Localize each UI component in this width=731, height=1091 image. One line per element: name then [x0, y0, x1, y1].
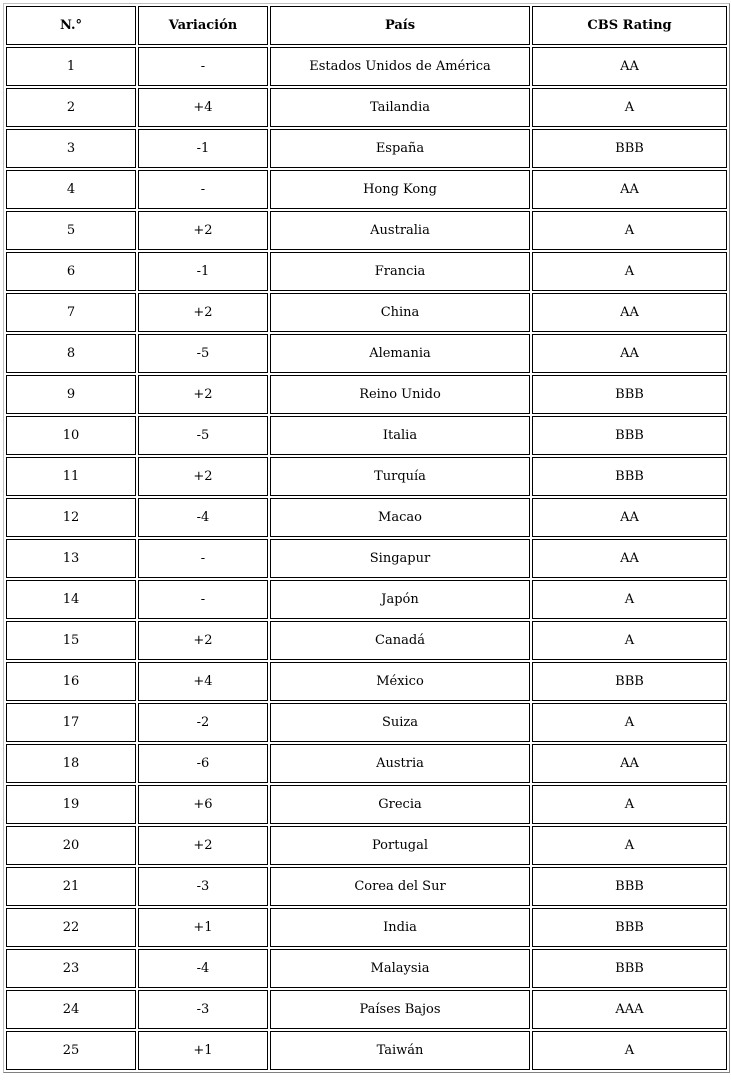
cell-country: Suiza	[270, 703, 530, 742]
cell-rank: 9	[6, 375, 136, 414]
cell-rating: AA	[532, 498, 727, 537]
cell-country: Portugal	[270, 826, 530, 865]
table-row	[6, 129, 727, 168]
cell-rating: AA	[532, 744, 727, 783]
cell-rating: A	[532, 252, 727, 291]
cell-country: Canadá	[270, 621, 530, 660]
cell-rank: 14	[6, 580, 136, 619]
cell-rating: BBB	[532, 375, 727, 414]
cell-rank: 20	[6, 826, 136, 865]
cell-variation: -	[138, 539, 268, 578]
table-row	[6, 334, 727, 373]
cell-country: México	[270, 662, 530, 701]
table-row	[6, 908, 727, 947]
cell-rating: A	[532, 826, 727, 865]
cell-rank: 4	[6, 170, 136, 209]
cell-variation: +2	[138, 375, 268, 414]
cell-rating: BBB	[532, 416, 727, 455]
cell-variation: -	[138, 170, 268, 209]
table-row	[6, 580, 727, 619]
table-row	[6, 662, 727, 701]
cell-variation: -3	[138, 867, 268, 906]
cell-country: Austria	[270, 744, 530, 783]
cell-rating: BBB	[532, 662, 727, 701]
cell-rank: 16	[6, 662, 136, 701]
cell-rank: 10	[6, 416, 136, 455]
cell-country: Francia	[270, 252, 530, 291]
cell-rating: A	[532, 1031, 727, 1070]
cell-rank: 1	[6, 47, 136, 86]
cell-variation: +1	[138, 908, 268, 947]
cell-variation: +2	[138, 211, 268, 250]
cell-rank: 19	[6, 785, 136, 824]
table-row	[6, 1031, 727, 1070]
cell-variation: +2	[138, 621, 268, 660]
cell-variation: +2	[138, 826, 268, 865]
table-row	[6, 949, 727, 988]
cell-rank: 2	[6, 88, 136, 127]
table-row	[6, 47, 727, 86]
table-row	[6, 211, 727, 250]
cell-rating: BBB	[532, 867, 727, 906]
cell-country: Tailandia	[270, 88, 530, 127]
cell-variation: -4	[138, 949, 268, 988]
cell-rank: 23	[6, 949, 136, 988]
cell-variation: -5	[138, 334, 268, 373]
table-row	[6, 867, 727, 906]
cell-country: España	[270, 129, 530, 168]
header-rank: N.°	[6, 6, 136, 45]
cell-rating: A	[532, 88, 727, 127]
cell-variation: -1	[138, 129, 268, 168]
cell-rating: AAA	[532, 990, 727, 1029]
cell-variation: +2	[138, 457, 268, 496]
cell-rank: 24	[6, 990, 136, 1029]
cell-rating: A	[532, 703, 727, 742]
cell-rank: 11	[6, 457, 136, 496]
table-body	[6, 47, 727, 1070]
table-row	[6, 621, 727, 660]
cell-country: Australia	[270, 211, 530, 250]
cell-rank: 3	[6, 129, 136, 168]
cell-rating: A	[532, 785, 727, 824]
cell-country: Estados Unidos de América	[270, 47, 530, 86]
cell-country: India	[270, 908, 530, 947]
cell-variation: +2	[138, 293, 268, 332]
cell-rating: A	[532, 211, 727, 250]
cell-variation: -3	[138, 990, 268, 1029]
cell-variation: -2	[138, 703, 268, 742]
cell-variation: -5	[138, 416, 268, 455]
cell-rating: AA	[532, 47, 727, 86]
cell-rating: BBB	[532, 949, 727, 988]
cell-country: Japón	[270, 580, 530, 619]
table-row	[6, 744, 727, 783]
cell-rank: 12	[6, 498, 136, 537]
cell-country: Países Bajos	[270, 990, 530, 1029]
table-row	[6, 990, 727, 1029]
cell-country: Singapur	[270, 539, 530, 578]
cell-rank: 8	[6, 334, 136, 373]
table-row	[6, 293, 727, 332]
cell-rank: 17	[6, 703, 136, 742]
table-row	[6, 457, 727, 496]
cell-rating: BBB	[532, 129, 727, 168]
table-row	[6, 498, 727, 537]
cell-country: Grecia	[270, 785, 530, 824]
cell-rank: 25	[6, 1031, 136, 1070]
table-row	[6, 703, 727, 742]
cell-rank: 5	[6, 211, 136, 250]
cell-country: Italia	[270, 416, 530, 455]
cell-country: China	[270, 293, 530, 332]
cell-rank: 7	[6, 293, 136, 332]
cell-country: Alemania	[270, 334, 530, 373]
cell-rank: 18	[6, 744, 136, 783]
cell-rating: AA	[532, 539, 727, 578]
cell-rating: A	[532, 580, 727, 619]
cell-country: Hong Kong	[270, 170, 530, 209]
header-country: País	[270, 6, 530, 45]
cell-rating: BBB	[532, 457, 727, 496]
table-row	[6, 170, 727, 209]
header-rating: CBS Rating	[532, 6, 727, 45]
cell-rank: 6	[6, 252, 136, 291]
cell-rating: A	[532, 621, 727, 660]
table-row	[6, 375, 727, 414]
cell-country: Taiwán	[270, 1031, 530, 1070]
cell-rating: BBB	[532, 908, 727, 947]
cell-rating: AA	[532, 334, 727, 373]
cell-country: Reino Unido	[270, 375, 530, 414]
cell-variation: +1	[138, 1031, 268, 1070]
header-variation: Variación	[138, 6, 268, 45]
table-row	[6, 252, 727, 291]
cell-country: Turquía	[270, 457, 530, 496]
cell-rating: AA	[532, 170, 727, 209]
cell-rating: AA	[532, 293, 727, 332]
cell-variation: -4	[138, 498, 268, 537]
table-row	[6, 785, 727, 824]
ranking-table	[3, 3, 730, 1073]
table-row	[6, 826, 727, 865]
cell-variation: +4	[138, 662, 268, 701]
table-row	[6, 416, 727, 455]
cell-rank: 15	[6, 621, 136, 660]
table-header-row	[6, 6, 727, 45]
cell-rank: 13	[6, 539, 136, 578]
table-row	[6, 539, 727, 578]
table-row	[6, 88, 727, 127]
cell-variation: +4	[138, 88, 268, 127]
cell-rank: 22	[6, 908, 136, 947]
cell-variation: -	[138, 580, 268, 619]
cell-variation: -	[138, 47, 268, 86]
cell-country: Corea del Sur	[270, 867, 530, 906]
cell-country: Malaysia	[270, 949, 530, 988]
cell-rank: 21	[6, 867, 136, 906]
cell-country: Macao	[270, 498, 530, 537]
cell-variation: -1	[138, 252, 268, 291]
cell-variation: +6	[138, 785, 268, 824]
cell-variation: -6	[138, 744, 268, 783]
